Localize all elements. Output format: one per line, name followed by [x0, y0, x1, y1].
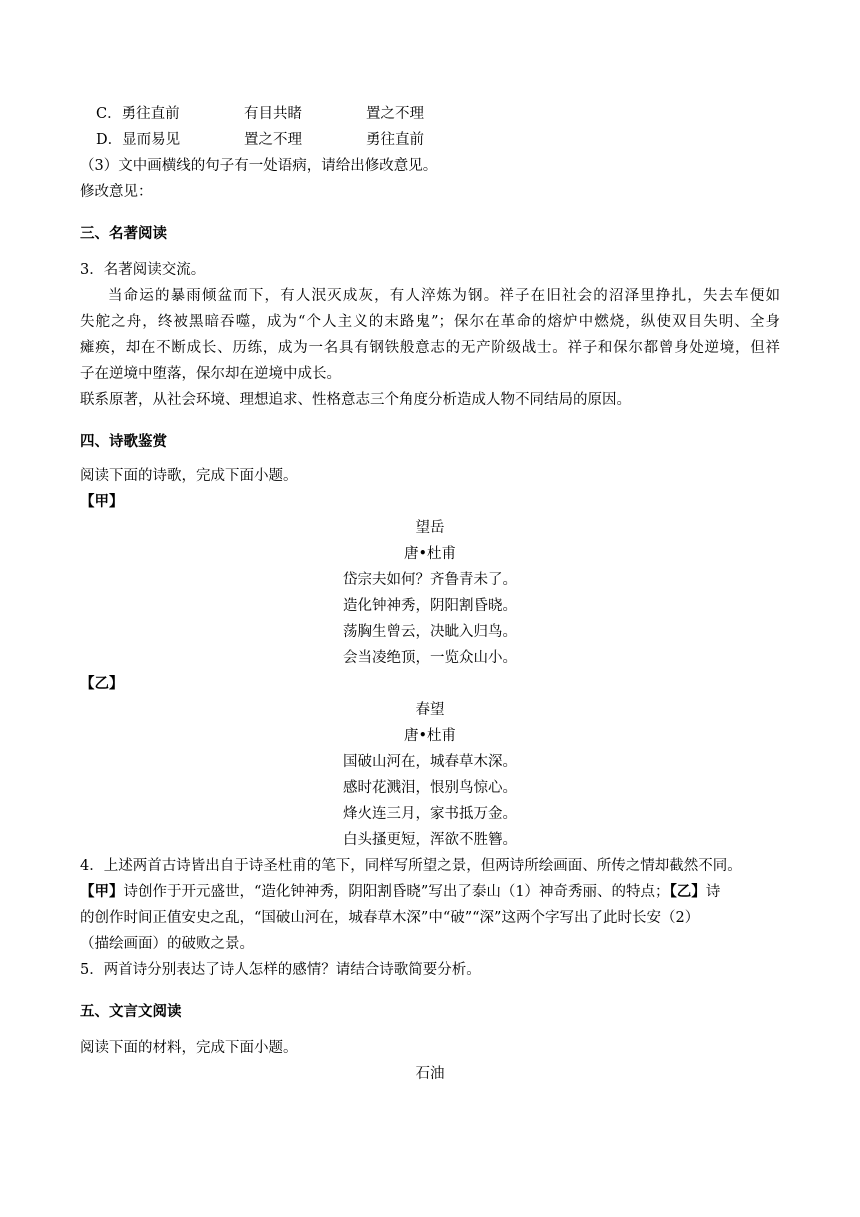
s5-intro: 阅读下面的材料，完成下面小题。	[80, 1040, 298, 1056]
poem-a-line-1: 岱宗夫如何？齐鲁青未了。	[343, 572, 517, 588]
q3-answer-label: 修改意见：	[80, 184, 153, 200]
s3-prompt: 联系原著，从社会环境、理想追求、性格意志三个角度分析造成人物不同结局的原因。	[80, 392, 631, 408]
poem-b-title: 春望	[415, 702, 445, 718]
section-3-title: 三、名著阅读	[80, 226, 167, 242]
q4-line-2-end: 诗	[705, 884, 721, 900]
option-c-word-3: 置之不理	[366, 106, 424, 122]
poem-a-author: 唐•杜甫	[403, 546, 457, 562]
poem-a-line-4: 会当凌绝顶，一览众山小。	[343, 650, 517, 666]
section-4-title: 四、诗歌鉴赏	[80, 434, 167, 450]
option-d-word-3: 勇往直前	[366, 132, 424, 148]
q3-title: 3．名著阅读交流。	[80, 262, 206, 278]
q4-line-2-text: 诗创作于开元盛世，“造化钟神秀，阴阳割昏晓”写出了泰山（1）神奇秀丽、的特点；	[123, 884, 670, 900]
option-c	[96, 104, 796, 124]
q4-line-4: （描绘画面）的破败之景。	[80, 936, 254, 952]
poem-b-line-3: 烽火连三月，家书抵万金。	[343, 806, 517, 822]
q4-line-1: 4．上述两首古诗皆出自于诗圣杜甫的笔下，同样写所望之景，但两诗所绘画面、所传之情却截然不同。	[80, 858, 742, 874]
s3-para-line-4: 子在逆境中堕落，保尔却在逆境中成长。	[80, 366, 341, 382]
s4-intro: 阅读下面的诗歌，完成下面小题。	[80, 468, 298, 484]
s3-para-line-1: 当命运的暴雨倾盆而下，有人泯灭成灰，有人淬炼为钢。祥子在旧社会的沼泽里挣扎，失去车便如	[108, 288, 780, 304]
q4-tag-a: 【甲】	[80, 884, 124, 900]
s5-text-title: 石油	[415, 1066, 445, 1082]
poem-a-title: 望岳	[415, 520, 445, 536]
poem-a-tag: 【甲】	[80, 494, 124, 510]
q3-question: （3）文中画横线的句子有一处语病，请给出修改意见。	[80, 158, 438, 174]
section-5-title: 五、文言文阅读	[80, 1004, 182, 1020]
q5: 5．两首诗分别表达了诗人怎样的感情？请结合诗歌简要分析。	[80, 962, 481, 978]
option-d	[96, 130, 796, 150]
poem-b-line-4: 白头搔更短，浑欲不胜簪。	[343, 832, 517, 848]
poem-b-line-2: 感时花溅泪，恨别鸟惊心。	[343, 780, 517, 796]
option-d-word-2: 置之不理	[244, 132, 302, 148]
s3-para-line-3: 瘫痪，却在不断成长、历练，成为一名具有钢铁般意志的无产阶级战士。祥子和保尔都曾身处逆境，但祥	[80, 340, 780, 356]
poem-b-tag: 【乙】	[80, 676, 124, 692]
q4-tag-b: 【乙】	[669, 884, 706, 900]
q4-line-2	[80, 882, 780, 902]
option-c-label: C．勇往直前	[96, 106, 180, 122]
poem-a-line-2: 造化钟神秀，阴阳割昏晓。	[343, 598, 517, 614]
poem-b-author: 唐•杜甫	[403, 728, 457, 744]
poem-a-line-3: 荡胸生曾云，决眦入归鸟。	[343, 624, 517, 640]
s3-para-line-2: 失舵之舟，终被黑暗吞噬，成为“个人主义的末路鬼”；保尔在革命的熔炉中燃烧，纵使双目失明、全身	[80, 314, 780, 330]
option-d-label: D．显而易见	[96, 132, 181, 148]
poem-b-line-1: 国破山河在，城春草木深。	[343, 754, 517, 770]
option-c-word-2: 有目共睹	[244, 106, 302, 122]
q4-line-3: 的创作时间正值安史之乱，“国破山河在，城春草木深”中“破”“深”这两个字写出了此时长安（2）	[80, 910, 700, 926]
